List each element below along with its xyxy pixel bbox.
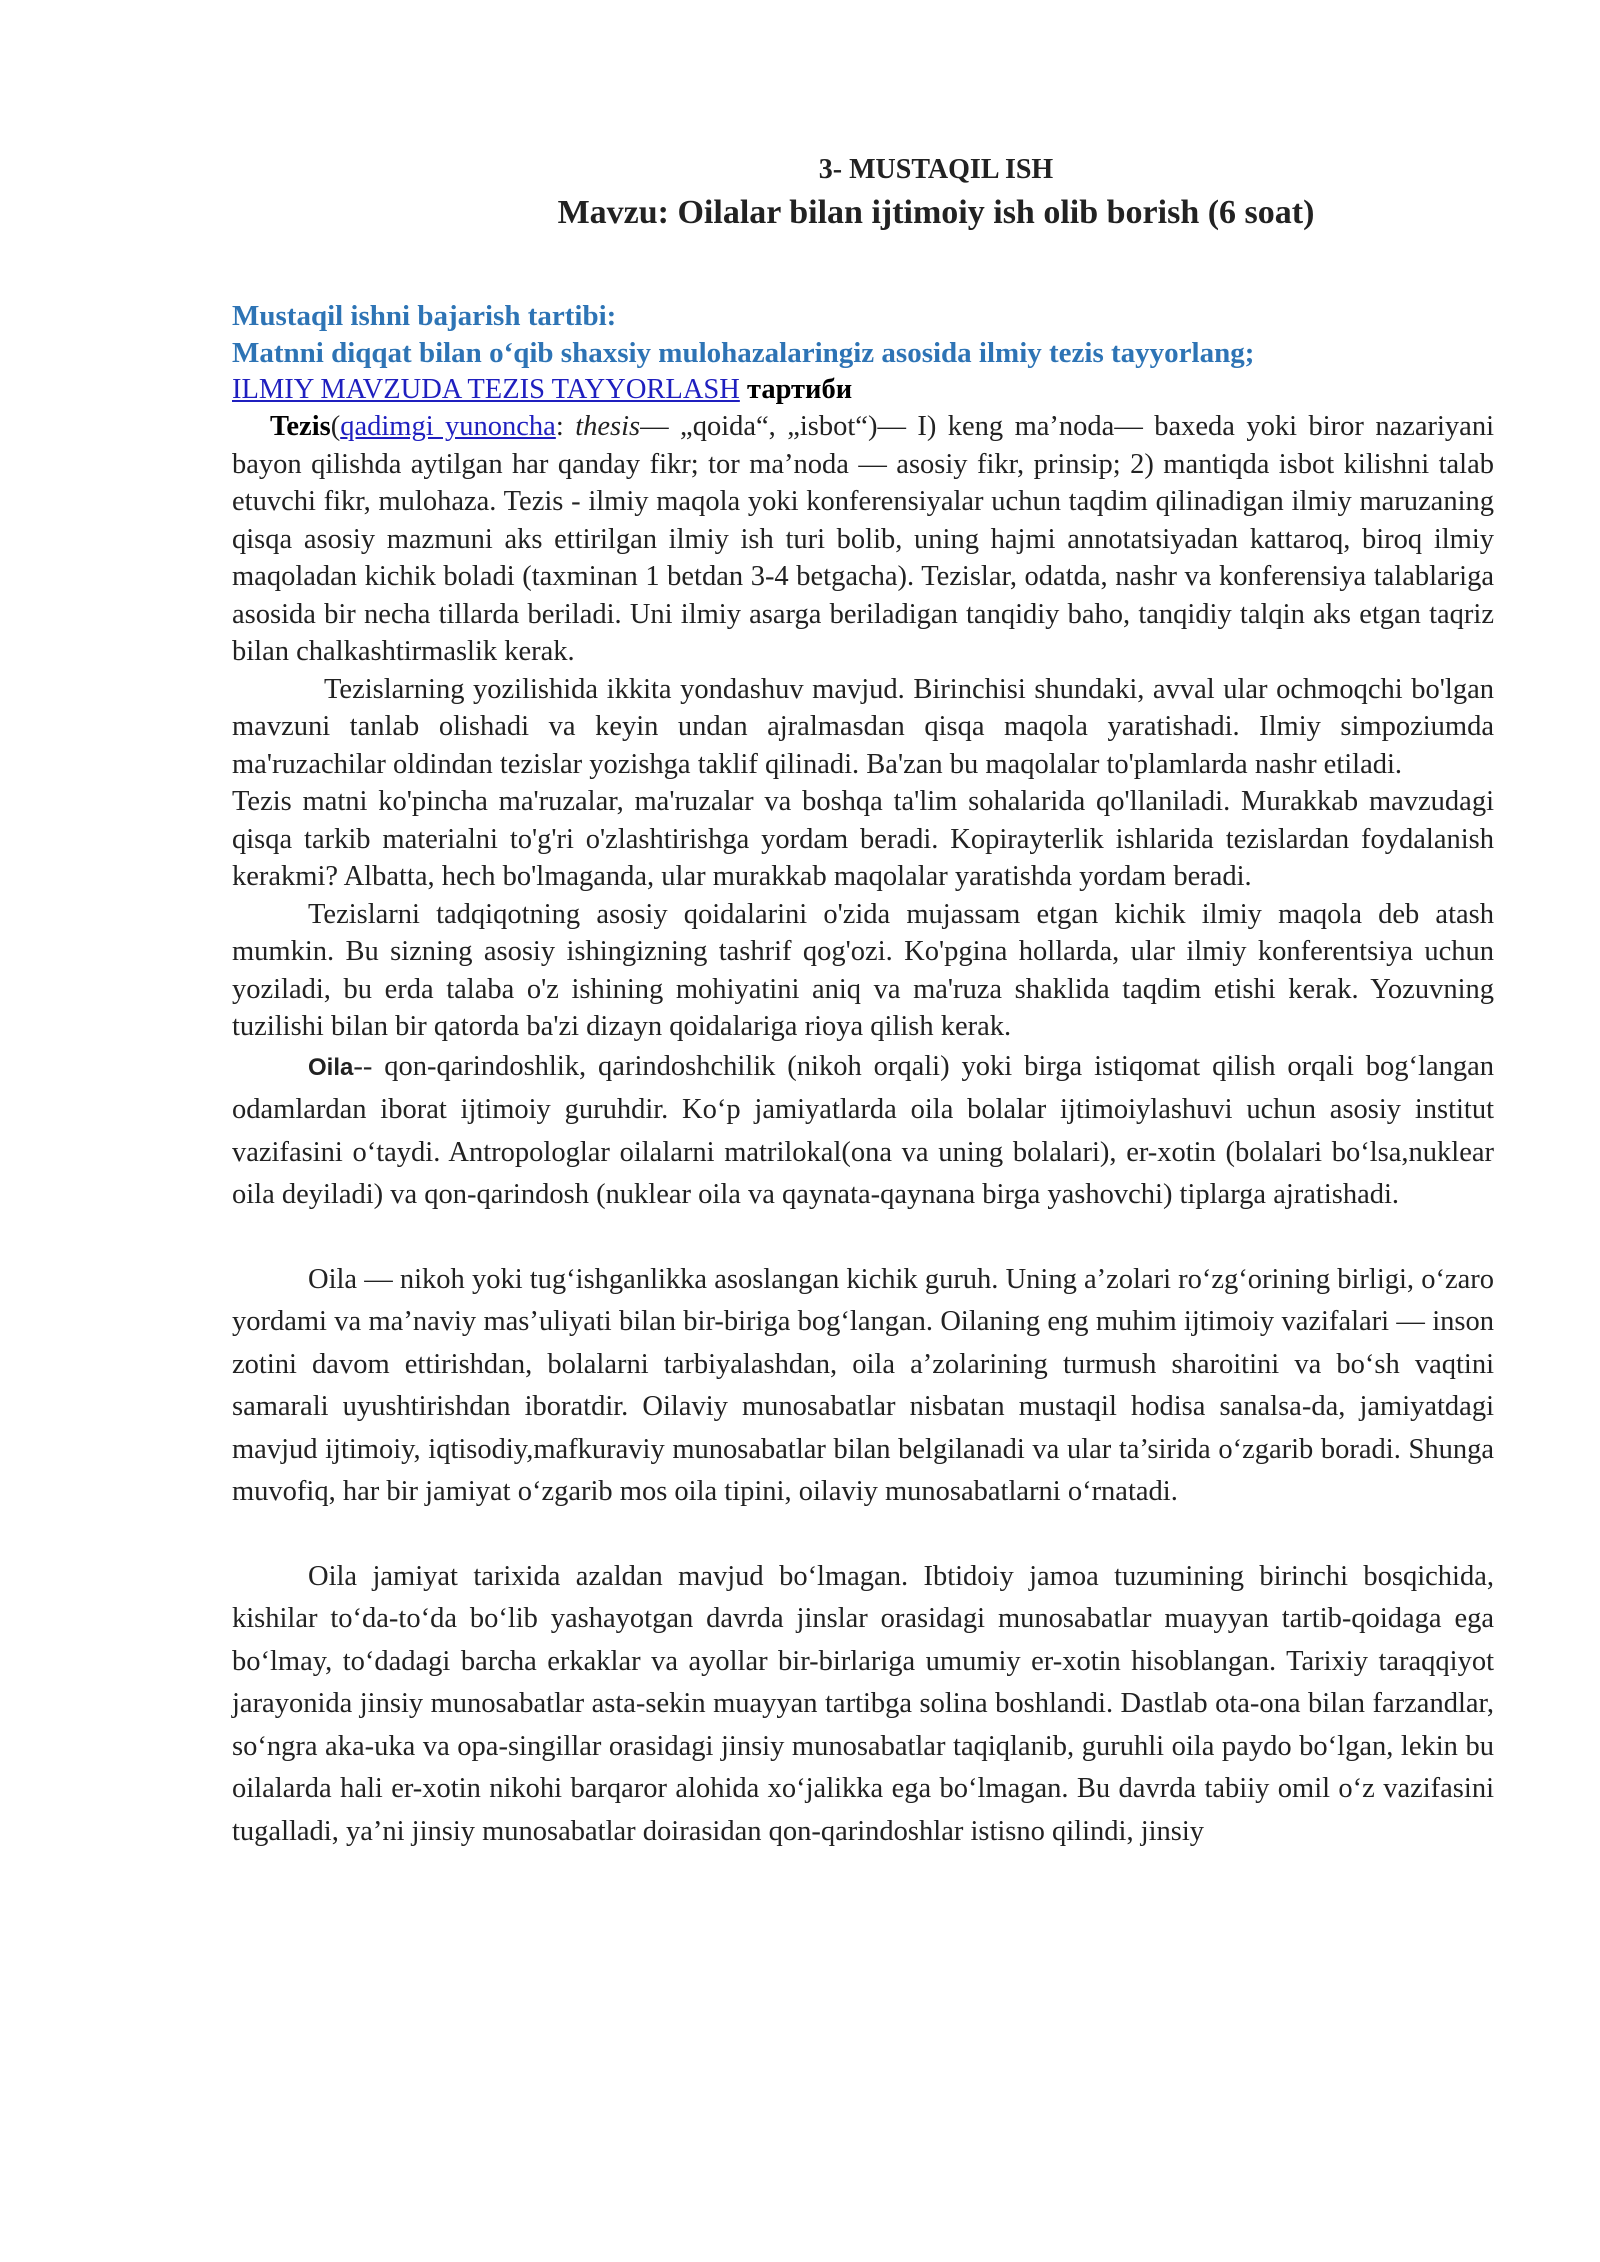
oila-term: Oila xyxy=(308,1053,354,1081)
document-topic: Mavzu: Oilalar bilan ijtimoiy ish olib borish (6 soat) xyxy=(557,194,1315,231)
tezis-definition xyxy=(232,408,1494,671)
tezis-heading-suffix: тартиби xyxy=(739,374,853,405)
definition-text: — „qoida“, „isbot“)— I) keng ma’noda— baxeda yoki biror nazariyani bayon qilishda aytilgan har qanday fikr; tor ma’noda — asosiy fikr, prinsip; 2) mantiqda isbot kilishni talab etuvchi fikr, mulohaza. Tezis - ilmiy maqola yoki konferensiyalar uchun taqdim qilinadigan ilmiy maruzaning qisqa asosiy mazmuni aks ettirilgan ilmiy ish turi bolib, uning hajmi annotatsiyadan kattaroq, biroq ilmiy maqoladan kichik boladi (taxminan 1 betdan 3-4 betgacha). Tezislar, odatda, nashr va konferensiya talablariga asosida bir necha tillarda beriladi. Uni ilmiy asarga beriladigan tanqidiy baho, tanqidiy talqin aks etgan taqriz bilan chalkashtirmaslik kerak. xyxy=(232,411,1494,667)
instructions-title: Mustaqil ishni bajarish tartibi: xyxy=(232,300,617,332)
paragraph-oila-intro xyxy=(232,1046,1494,1217)
paragraph-approaches: Tezislarning yozilishida ikkita yondashuv mavjud. Birinchisi shundaki, avval ular ochmoqchi bo'lgan mavzuni tanlab olishadi va keyin undan ajralmasdan qisqa maqola yaratishadi. Ilmiy simpoziumda ma'ruzachilar oldindan tezislar yozishga taklif qilinadi. Ba'zan bu maqolalar to'plamlarda nashr etiladi. xyxy=(232,673,1494,780)
colon: : xyxy=(555,411,576,442)
document-number: 3- MUSTAQIL ISH xyxy=(818,154,1054,185)
spacer xyxy=(232,236,1494,298)
origin-link[interactable]: qadimgi yunoncha xyxy=(340,411,556,442)
spacer xyxy=(232,1514,1494,1556)
paragraph-definition: Tezislarni tadqiqotning asosiy qoidalarini o'zida mujassam etgan kichik ilmiy maqola deb atash mumkin. Bu sizning asosiy ishingizning tashrif qog'ozi. Ko'pgina hollarda, ular ilmiy konferentsiya uchun yoziladi, bu erda talaba o'z ishining mohiyatini aniq va ma'ruza shaklida taqdim etishi kerak. Yozuvning tuzilishi bilan bir qatorda ba'zi dizayn qoidalariga rioya qilish kerak. xyxy=(232,898,1494,1042)
oila-intro-text: -- qon-qarindoshlik, qarindoshchilik (nikoh orqali) yoki birga istiqomat qilish orqali bog‘langan odamlardan iborat ijtimoiy guruhdir. Ko‘p jamiyatlarda oila bolalar ijtimoiylashuvi uchun asosiy institut vazifasini o‘taydi. Antropologlar oilalarni matrilokal(ona va uning bolalari), er-xotin (bolalari bo‘lsa,nuklear oila deyiladi) va qon-qarindosh (nuklear oila va qaynata-qaynana birga yashovchi) tiplarga ajratishadi. xyxy=(232,1050,1494,1210)
paragraph-oila-definition: Oila — nikoh yoki tug‘ishganlikka asoslangan kichik guruh. Uning a’zolari ro‘zg‘orining birligi, o‘zaro yordami va ma’naviy mas’uliyati bilan bir-biriga bog‘langan. Oilaning eng muhim ijtimoiy vazifalari — inson zotini davom ettirishdan, bolalarni tarbiyalashdan, oila a’zolarining turmush sharoitini va bo‘sh vaqtini samarali uyushtirishdan iboratdir. Oilaviy munosabatlar nisbatan mustaqil hodisa sanalsa-da, jamiyatdagi mavjud ijtimoiy, iqtisodiy,mafkuraviy munosabatlar bilan belgilanadi va ular ta’sirida o‘zgarib boradi. Shunga muvofiq, har bir jamiyat o‘zgarib mos oila tipini, oilaviy munosabatlarni o‘rnatadi. xyxy=(232,1263,1494,1507)
spacer xyxy=(232,1217,1494,1259)
document-page xyxy=(232,150,1494,1853)
paragraph-oila-history: Oila jamiyat tarixida azaldan mavjud bo‘lmagan. Ibtidoiy jamoa tuzumining birinchi bosqichida, kishilar to‘da-to‘da bo‘lib yashayotgan davrda jinslar orasidagi munosabatlar muayyan tartib-qoidaga ega bo‘lmay, to‘dadagi barcha erkaklar va ayollar bir-birlariga umumiy er-xotin hisoblangan. Tarixiy taraqqiyot jarayonida jinsiy munosabatlar asta-sekin muayyan tartibga solina boshlandi. Dastlab ota-ona bilan farzandlar, so‘ngra aka-uka va opa-singillar orasidagi jinsiy munosabatlar taqiqlanib, guruhli oila paydo bo‘lgan, lekin bu oilalarda hali er-xotin nikohi barqaror alohida xo‘jalikka ega bo‘lmagan. Bu davrda tabiiy omil o‘z vazifasini tugalladi, ya’ni jinsiy munosabatlar doirasidan qon-qarindoshlar istisno qilindi, jinsiy xyxy=(232,1560,1494,1847)
instructions-task: Matnni diqqat bilan o‘qib shaxsiy mulohazalaringiz asosida ilmiy tezis tayyorlang; xyxy=(232,337,1255,369)
tezis-heading-link[interactable]: ILMIY MAVZUDA TEZIS TAYYORLASH xyxy=(232,374,740,405)
open-paren: ( xyxy=(330,411,341,442)
paragraph-usage: Tezis matni ko'pincha ma'ruzalar, ma'ruzalar va boshqa ta'lim sohalarida qo'llaniladi. Murakkab mavzudagi qisqa tarkib materialni to'g'ri o'zlashtirishga yordam beradi. Kopirayterlik ishlarida tezislardan foydalanish kerakmi? Albatta, hech bo'lmaganda, ular murakkab maqolalar yaratishda yordam beradi. xyxy=(232,786,1494,892)
tezis-heading xyxy=(232,372,1494,408)
greek-word: thesis xyxy=(575,411,641,442)
tezis-term: Tezis xyxy=(270,411,331,442)
